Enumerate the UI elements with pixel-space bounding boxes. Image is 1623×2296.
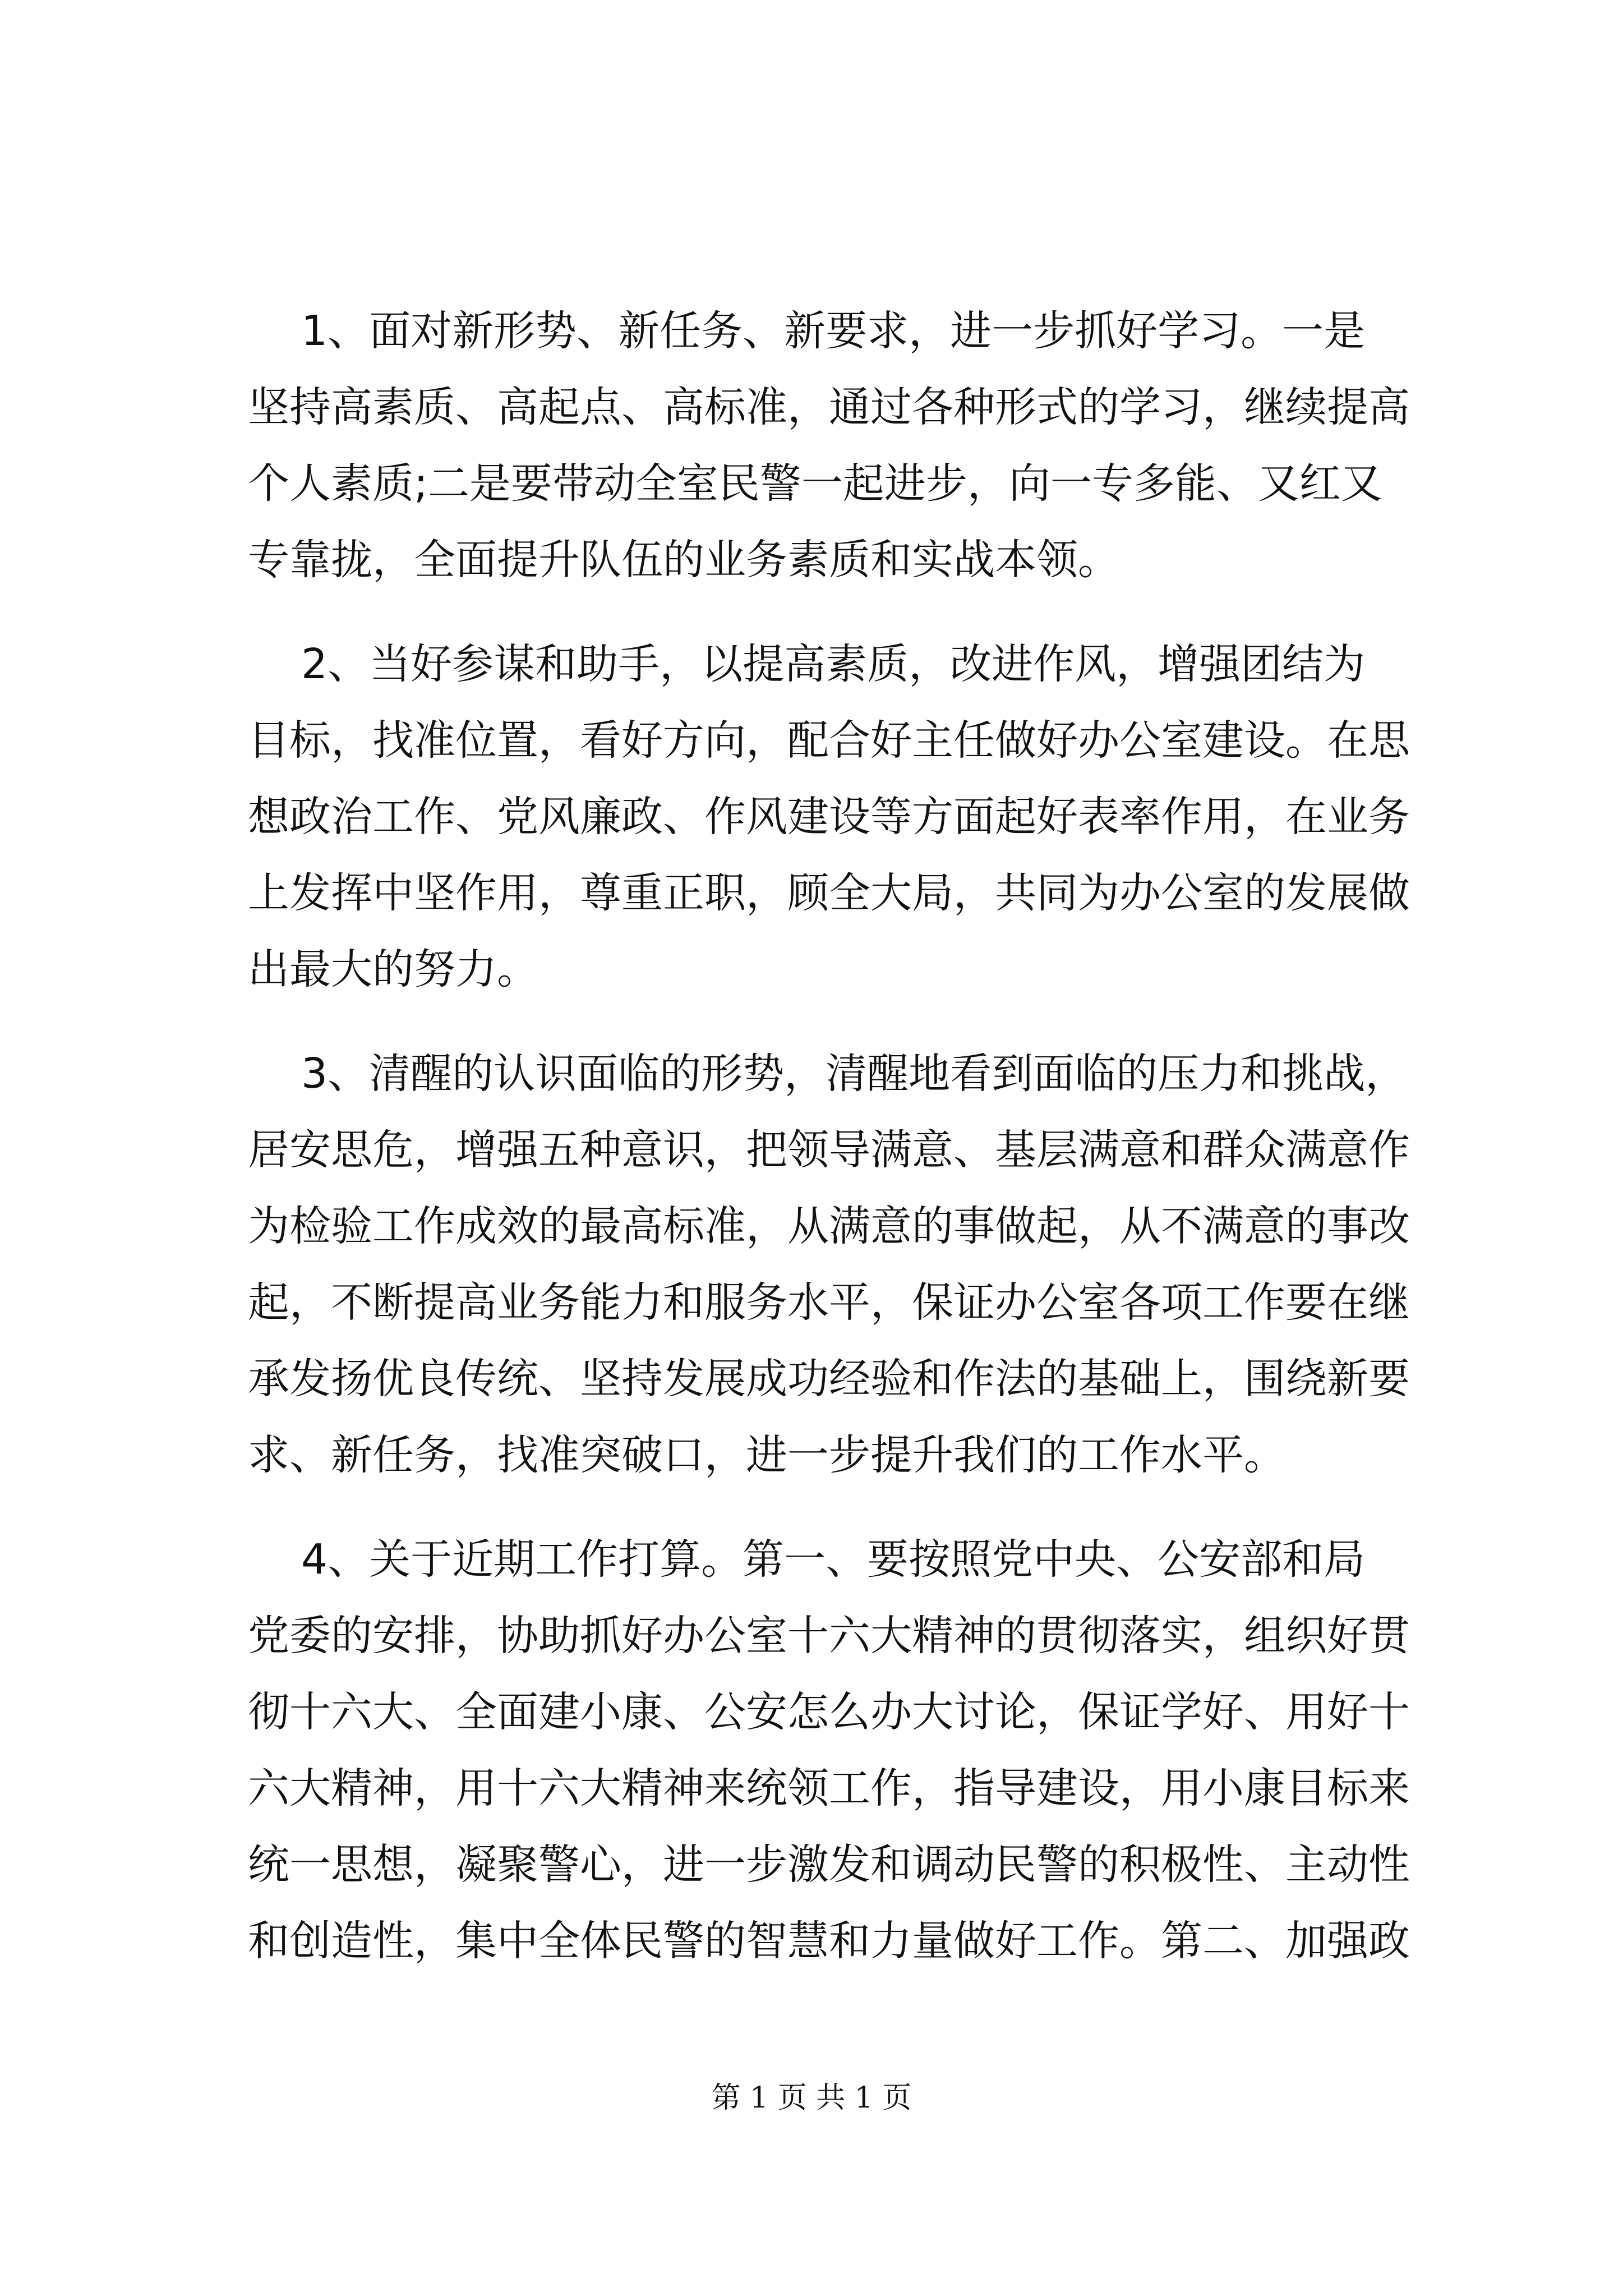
page-number-label: 第 1 页 共 1 页 [711,2081,912,2115]
text-line: 起，不断提高业务能力和服务水平，保证办公室各项工作要在继 [248,1278,1410,1327]
text-line: 想政治工作、党风廉政、作风建设等方面起好表率作用，在业务 [248,793,1410,841]
text-line: 统一思想，凝聚警心，进一步激发和调动民警的积极性、主动性 [248,1841,1410,1889]
text-line: 目标，找准位置，看好方向，配合好主任做好办公室建设。在思 [248,716,1410,765]
text-line: 2、当好参谋和助手，以提高素质，改进作风，增强团结为 [301,640,1366,688]
text-line: 为检验工作成效的最高标准，从满意的事做起，从不满意的事改 [248,1202,1410,1250]
text-line: 个人素质;二是要带动全室民警一起进步，向一专多能、又红又 [248,459,1382,508]
text-line: 求、新任务，找准突破口，进一步提升我们的工作水平。 [248,1431,1285,1479]
text-line: 承发扬优良传统、坚持发展成功经验和作法的基础上，围绕新要 [248,1355,1410,1403]
text-line: 上发挥中坚作用，尊重正职，顾全大局，共同为办公室的发展做 [248,869,1410,917]
text-line: 出最大的努力。 [248,945,538,993]
text-line: 3、清醒的认识面临的形势，清醒地看到面临的压力和挑战， [301,1050,1407,1098]
text-line: 4、关于近期工作打算。第一、要按照党中央、公安部和局 [301,1535,1366,1584]
text-line: 彻十六大、全面建小康、公安怎么办大讨论，保证学好、用好十 [248,1688,1410,1736]
text-line: 党委的安排，协助抓好办公室十六大精神的贯彻落实，组织好贯 [248,1612,1410,1660]
page-footer [0,2076,1623,2120]
text-line: 1、面对新形势、新任务、新要求，进一步抓好学习。一是 [301,307,1366,355]
document-body [248,0,1420,2076]
text-line: 居安思危，增强五种意识，把领导满意、基层满意和群众满意作 [248,1126,1410,1174]
text-line: 六大精神，用十六大精神来统领工作，指导建设，用小康目标来 [248,1764,1410,1812]
text-line: 坚持高素质、高起点、高标准，通过各种形式的学习，继续提高 [248,383,1410,431]
text-line: 专靠拢，全面提升队伍的业务素质和实战本领。 [248,536,1119,584]
text-line: 和创造性，集中全体民警的智慧和力量做好工作。第二、加强政 [248,1917,1410,1965]
